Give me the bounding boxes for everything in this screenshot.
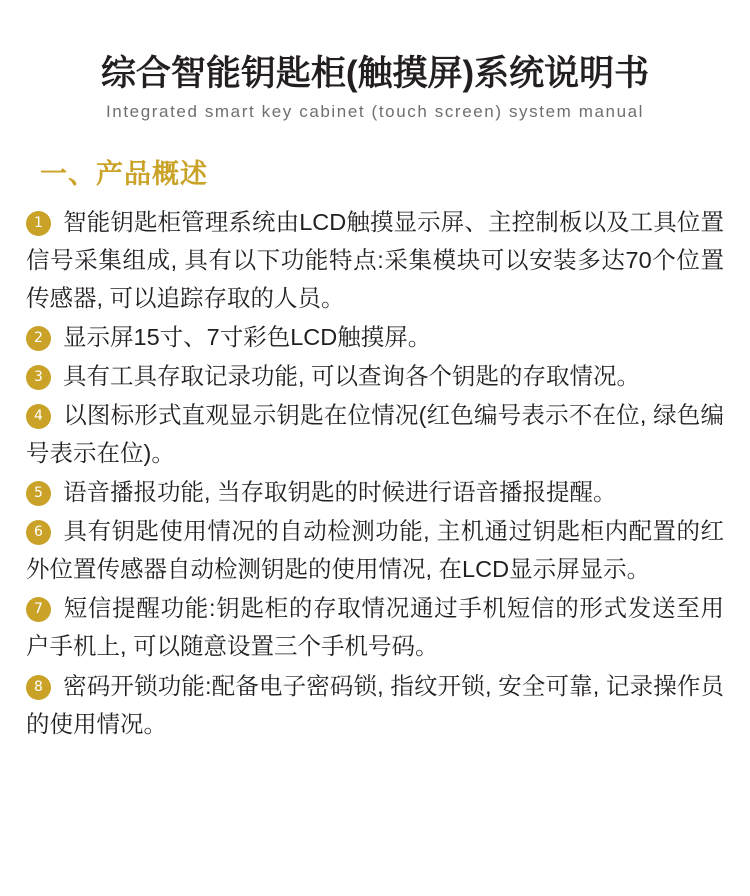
item-text: 显示屏15寸、7寸彩色LCD触摸屏。 [63, 323, 432, 350]
list-item [26, 357, 724, 395]
page-title: 综合智能钥匙柜(触摸屏)系统说明书 [100, 54, 650, 93]
list-item [26, 203, 724, 317]
list-item [26, 473, 724, 511]
item-number-badge: 4 [26, 404, 51, 429]
item-number-badge: 8 [26, 675, 51, 700]
list-item [26, 589, 724, 665]
item-text: 具有工具存取记录功能, 可以查询各个钥匙的存取情况。 [63, 363, 641, 389]
section-heading: 一、产品概述 [40, 158, 208, 189]
list-item [26, 396, 724, 472]
item-number-badge: 6 [26, 520, 51, 545]
item-text: 密码开锁功能:配备电子密码锁, 指纹开锁, 安全可靠, 记录操作员的使用情况。 [26, 672, 724, 737]
item-text: 以图标形式直观显示钥匙在位情况(红色编号表示不在位, 绿色编号表示在位)。 [26, 402, 724, 467]
list-item [26, 512, 724, 588]
list-item [26, 318, 724, 356]
list-item [26, 667, 724, 743]
item-number-badge: 1 [26, 211, 51, 236]
item-number-badge: 7 [26, 597, 51, 622]
item-text: 具有钥匙使用情况的自动检测功能, 主机通过钥匙柜内配置的红外位置传感器自动检测钥匙的使用情况, 在LCD显示屏显示。 [26, 518, 724, 583]
item-text: 语音播报功能, 当存取钥匙的时候进行语音播报提醒。 [63, 479, 617, 506]
page-subtitle: Integrated smart key cabinet (touch screen) system manual [105, 101, 645, 121]
feature-list [26, 203, 724, 743]
item-text: 智能钥匙柜管理系统由LCD触摸显示屏、主控制板以及工具位置信号采集组成, 具有以下功能特点:采集模块可以安装多达70个位置传感器, 可以追踪存取的人员。 [26, 208, 724, 311]
item-text: 短信提醒功能:钥匙柜的存取情况通过手机短信的形式发送至用户手机上, 可以随意设置三个手机号码。 [26, 595, 724, 660]
item-number-badge: 5 [26, 481, 51, 506]
item-number-badge: 3 [26, 365, 51, 390]
item-number-badge: 2 [26, 326, 51, 351]
